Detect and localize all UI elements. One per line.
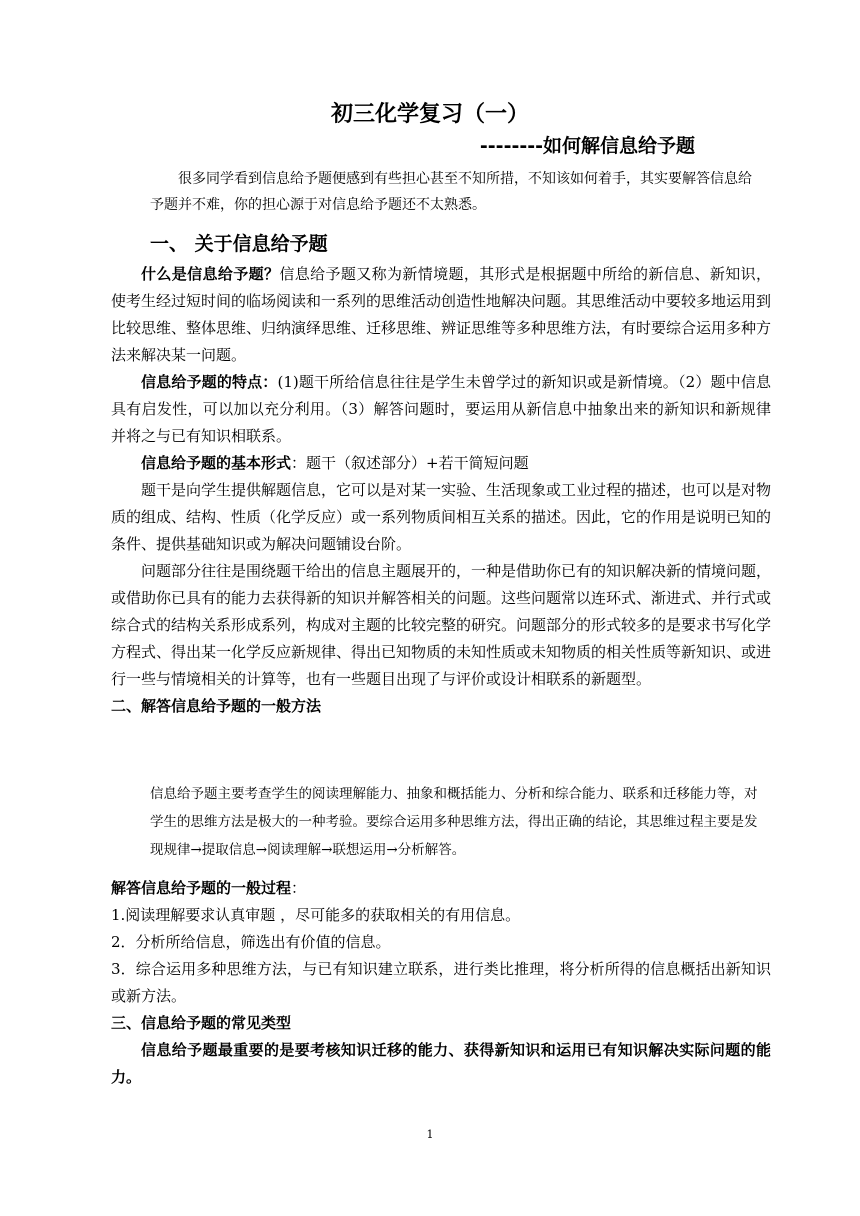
section2-heading: 二、解答信息给予题的一般方法 xyxy=(111,697,322,715)
section1-paragraph-2 xyxy=(111,369,771,450)
paragraph-label: 什么是信息给予题？ xyxy=(141,265,280,283)
section2-intro: 信息给予题主要考查学生的阅读理解能力、抽象和概括能力、分析和综合能力、联系和迁移能力等，对学生的思维方法是极大的一种考验。要综合运用多种思维方法，得出正确的结论，其思维过程主要是发现规律→提取信息→阅读理解→联想运用→分析解答。 xyxy=(150,786,758,858)
intro-paragraph: 很多同学看到信息给予题便感到有些担心甚至不知所措，不知该如何着手，其实要解答信息给予题并不难，你的担心源于对信息给予题还不太熟悉。 xyxy=(150,171,752,213)
paragraph-text: 信息给予题又称为新情境题，其形式是根据题中所给的新信息、新知识，使考生经过短时间的临场阅读和一系列的思维活动创造性地解决问题。其思维活动中要较多地运用到比较思维、整体思维、归纳演绎思维、迁移思维、辨证思维等多种思维方法，有时要综合运用多种方法来解决某一问题。 xyxy=(111,265,772,364)
section1-paragraph-5: 问题部分往往是围绕题干给出的信息主题展开的，一种是借助你已有的知识解决新的情境问题，或借助你已具有的能力去获得新的知识并解答相关的问题。这些问题常以连环式、渐进式、并行式或综合式的结构关系形成系列，构成对主题的比较完整的研究。问题部分的形式较多的是要求书写化学方程式、得出某一化学反应新规律、得出已知物质的未知性质或未知物质的相关性质等新知识、或进行一些与情境相关的计算等，也有一些题目出现了与评价或设计相联系的新题型。 xyxy=(111,562,772,688)
process-heading xyxy=(111,875,771,902)
paragraph-text: (1)题干所给信息往往是学生未曾学过的新知识或是新情境。（2）题中信息具有启发性，可以加以充分利用。（3）解答问题时，要运用从新信息中抽象出来的新知识和新规律并将之与已有知识相联系。 xyxy=(111,373,771,445)
process-step-3: 3．综合运用多种思维方法，与已有知识建立联系，进行类比推理，将分析所得的信息概括出新知识或新方法。 xyxy=(111,960,771,1005)
paragraph-text: ：题干（叙述部分）+若干简短问题 xyxy=(291,454,529,472)
process-heading-label: 解答信息给予题的一般过程 xyxy=(111,879,292,897)
section1-paragraph-3 xyxy=(111,450,771,477)
section1-paragraph-1 xyxy=(111,261,771,369)
paragraph-label: 信息给予题的特点： xyxy=(141,373,278,391)
process-heading-colon: ： xyxy=(291,879,307,897)
section1-paragraph-4: 题干是向学生提供解题信息，它可以是对某一实验、生活现象或工业过程的描述，也可以是对物质的组成、结构、性质（化学反应）或一系列物质间相互关系的描述。因此，它的作用是说明已知的条件、提供基础知识或为解决问题铺设台阶。 xyxy=(111,481,772,553)
section1-heading: 一、 关于信息给予题 xyxy=(150,233,328,255)
page-subtitle: --------如何解信息给予题 xyxy=(479,135,695,157)
section3-paragraph-1: 信息给予题最重要的是要考核知识迁移的能力、获得新知识和运用已有知识解决实际问题的能力。 xyxy=(111,1041,771,1086)
process-step-2: 2．分析所给信息，筛选出有价值的信息。 xyxy=(111,933,391,951)
process-step-1: 1.阅读理解要求认真审题 ，尽可能多的获取相关的有用信息。 xyxy=(111,906,521,924)
page-number: 1 xyxy=(426,1128,434,1141)
section2-process xyxy=(111,875,771,1091)
paragraph-label: 信息给予题的基本形式 xyxy=(141,454,292,472)
page-title: 初三化学复习（一） xyxy=(330,102,529,127)
section1-body xyxy=(111,261,771,720)
section3-heading: 三、信息给予题的常见类型 xyxy=(111,1014,292,1032)
